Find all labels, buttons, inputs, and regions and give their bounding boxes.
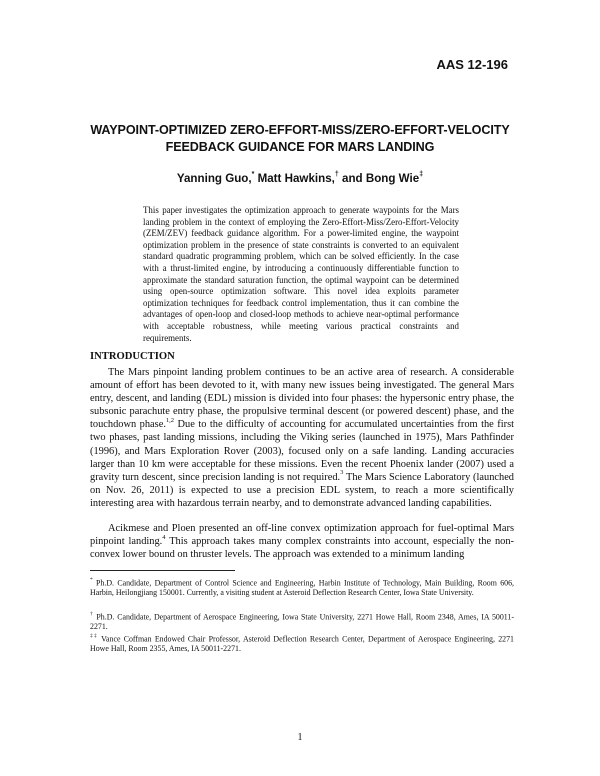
paper-code: AAS 12-196 bbox=[436, 57, 508, 72]
paragraph-text: This approach takes many complex constraints into account, especially the non-convex lower bound on thruster levels. The approach was extended to a minimum landing bbox=[90, 536, 515, 561]
author-name: and Bong Wie bbox=[338, 172, 420, 185]
page-number: 1 bbox=[297, 732, 303, 743]
footnote-text: Ph.D. Candidate, Department of Aerospace Engineering, Iowa State University, 2271 Howe Hall, Room 2348, Ames, IA 50011-2271. bbox=[90, 612, 515, 632]
body-paragraph bbox=[90, 522, 514, 561]
footnote bbox=[90, 577, 514, 598]
footnote-text: Vance Coffman Endowed Chair Professor, Asteroid Deflection Research Center, Department of Aerospace Engineering, 2271 Howe Hall, Room 2355, Ames, IA 50011-2271. bbox=[90, 634, 515, 654]
footnote bbox=[90, 611, 514, 632]
footnote-text: Ph.D. Candidate, Department of Control Science and Engineering, Harbin Institute of Technology, Main Building, Room 606, Harbin, Heilongjiang 150001. Currently, a visiting student at Asteroid Deflection Research Center, Iowa State University. bbox=[90, 578, 514, 598]
paper-title: WAYPOINT-OPTIMIZED ZERO-EFFORT-MISS/ZERO-EFFORT-VELOCITY FEEDBACK GUIDANCE FOR MARS LANDING bbox=[90, 123, 510, 154]
paragraph-text: The Mars pinpoint landing problem continues to be an active area of research. A considerable amount of effort has been devoted to it, with many new issues being investigated. The general Mars entry, descent, and landing (EDL) mission is divided into four phases: the hypersonic entry phase, the subsonic parachute entry phase, the propulsive terminal descent (or powered descent) phase, and the touchdown phase. bbox=[90, 367, 514, 431]
footnote-mark: ‡‡ bbox=[90, 633, 99, 639]
footnote-mark: * bbox=[90, 577, 93, 583]
author-name: Yanning Guo, bbox=[176, 172, 252, 185]
author-name: Matt Hawkins, bbox=[254, 172, 335, 185]
paragraph-text: Due to the difficulty of accounting for accumulated uncertainties from the first two phases, past landing missions, including the Viking series (launched in 1975), Mars Pathfinder (1996), and Mars Exploration Rover (2003), focused only on a safe landing. Landing accuracies larger than 10 km were acceptable for these missions. Even the recent Phoenix lander (2007) used a gravity turn descent, since precision landing is not required. bbox=[90, 419, 514, 483]
author-footnote-mark: † bbox=[334, 171, 339, 179]
citation: 3 bbox=[340, 469, 344, 477]
body-paragraph bbox=[90, 366, 514, 510]
citation: 4 bbox=[162, 533, 166, 541]
footnote-divider bbox=[90, 570, 235, 571]
author-footnote-mark: * bbox=[251, 171, 255, 179]
footnote bbox=[90, 633, 514, 654]
footnote-mark: † bbox=[90, 611, 94, 617]
section-heading: INTRODUCTION bbox=[90, 351, 175, 362]
author-footnote-mark: ‡ bbox=[419, 171, 424, 179]
paragraph-text: The Mars Science Laboratory (launched on Nov. 26, 2011) is expected to use a precision EDL system, to reach a more scientifically interesting area with hazardous terrain nearby, and to demonstrate advanced landing capabilities. bbox=[90, 471, 515, 509]
citation: 1,2 bbox=[165, 416, 175, 424]
author-line bbox=[80, 172, 520, 185]
paragraph-text: Acikmese and Ploen presented an off-line convex optimization approach for fuel-optimal Mars pinpoint landing. bbox=[90, 523, 514, 548]
abstract: This paper investigates the optimization approach to generate waypoints for the Mars landing problem in the context of employing the Zero-Effort-Miss/Zero-Effort-Velocity (ZEM/ZEV) feedback guidance algorithm. For a power-limited engine, the waypoint optimization problem in the presence of state constraints is converted to an equivalent standard quadratic programming problem, which can be solved efficiently. In the case with a thrust-limited engine, by introducing a continuously differentiable function to approximate the standard saturation function, the optimal waypoint can be determined using open-source optimization software. This novel idea exploits parameter optimization techniques for feedback control implementation, thus it can combine the advantages of open-loop and closed-loop methods to achieve near-optimal performance with acceptable robustness, while meeting various practical constraints and requirements. bbox=[143, 205, 459, 343]
